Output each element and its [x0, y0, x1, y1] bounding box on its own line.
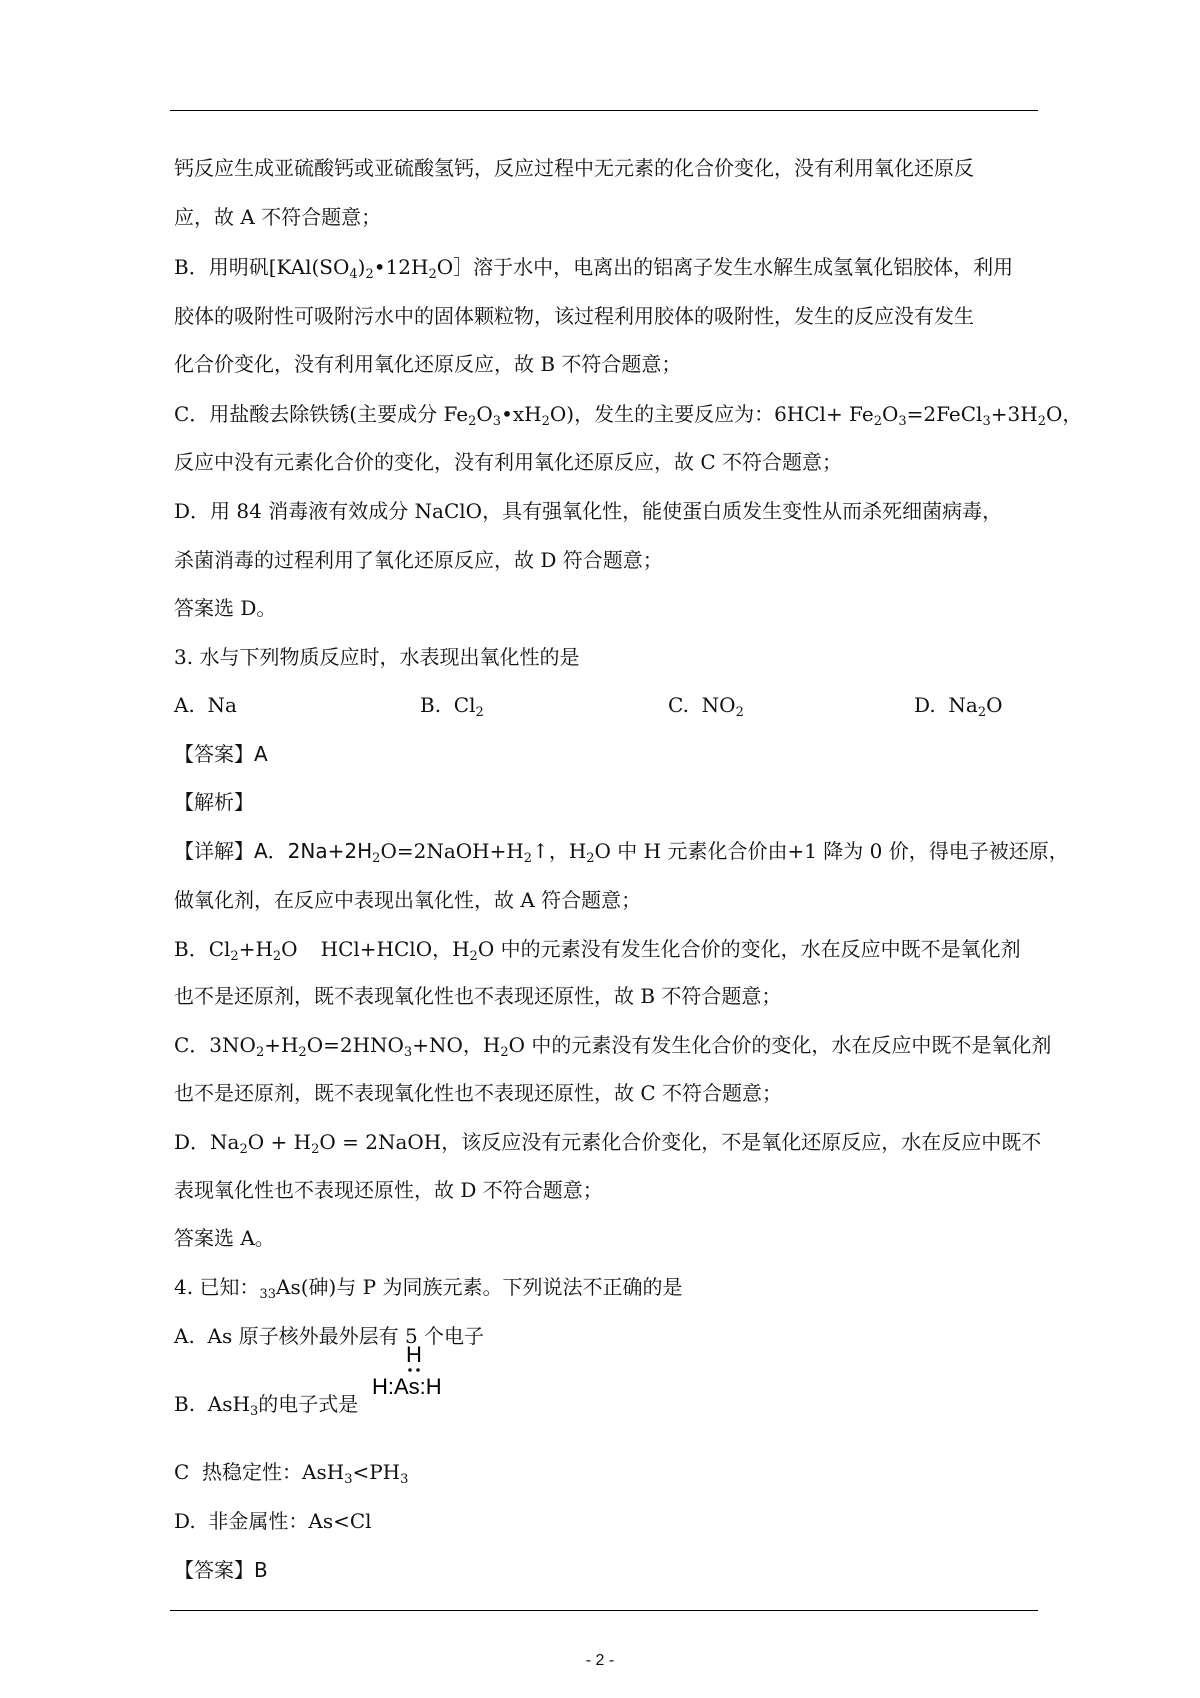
lewis-formula: H:As:H: [372, 1374, 442, 1399]
seg: O: [476, 402, 493, 426]
option-text: NO: [701, 693, 736, 717]
seg: O)，发生的主要反应为：6HCl+ Fe: [549, 402, 874, 426]
footer-rule: [170, 1610, 1038, 1611]
sub: 2: [541, 414, 550, 429]
sub: 2: [272, 949, 282, 964]
text-line: 表现氧化性也不表现还原性，故 D 不符合题意；: [174, 1178, 603, 1202]
seg: O=2HNO: [306, 1033, 404, 1057]
seg: O 中的元素没有发生化合价的变化，水在反应中既不是氧化剂: [508, 1033, 1052, 1057]
sub: 2: [873, 414, 882, 429]
text-line: [174, 1031, 1051, 1059]
q3-option-b: [420, 691, 484, 719]
sub: 2: [586, 851, 595, 866]
sub: 2: [475, 705, 484, 720]
sub: 2: [372, 851, 381, 866]
seg: 4. 已知：: [174, 1275, 260, 1299]
sub: 3: [982, 414, 991, 429]
text-line: 也不是还原剂，既不表现氧化性也不表现还原性，故 B 不符合题意；: [174, 984, 782, 1008]
question-3: 3. 水与下列物质反应时，水表现出氧化性的是: [174, 645, 580, 669]
header-rule: [170, 110, 1038, 111]
seg: •xH: [501, 402, 542, 426]
q4-option-c: [174, 1458, 408, 1486]
seg: O + H: [247, 1130, 312, 1154]
text-line: 化合价变化，没有利用氧化还原反应，故 B 不符合题意；: [174, 352, 682, 376]
option-label: A.: [174, 1324, 195, 1348]
option-label: A.: [174, 693, 195, 717]
seg: +NO，H: [412, 1033, 501, 1057]
seg: O，: [1045, 402, 1083, 426]
option-label: D.: [174, 1509, 196, 1533]
seg: O］溶于水中，电离出的铝离子发生水解生成氢氧化铝胶体，利用: [436, 255, 1014, 279]
sub: 2: [255, 1045, 265, 1060]
seg: O = 2NaOH，该反应没有元素化合价变化，不是氧化还原反应，水在反应中既不: [319, 1130, 1042, 1154]
sub: 2: [469, 949, 478, 964]
sub: 3: [249, 1404, 259, 1419]
text-line: [174, 253, 1013, 281]
seg: As(砷)与 P 为同族元素。下列说法不正确的是: [276, 1275, 683, 1299]
option-text: Na: [207, 693, 237, 717]
seg: D．Na: [174, 1130, 240, 1154]
seg: O 中 H 元素化合价由+1 降为 0 价，得电子被还原，: [594, 839, 1069, 863]
sub: 2: [365, 267, 374, 282]
answer-label: 【答案】A: [174, 742, 268, 766]
option-text: 非金属性：As<Cl: [208, 1509, 372, 1533]
q3-option-a: [174, 691, 237, 719]
seg: C．用盐酸去除铁锈(主要成分 Fe: [174, 402, 469, 426]
sub: 2: [523, 851, 533, 866]
text-line: 杀菌消毒的过程利用了氧化还原反应，故 D 符合题意；: [174, 548, 663, 572]
sub: 3: [898, 414, 907, 429]
sub: 2: [239, 1142, 248, 1157]
seg: B．Cl: [174, 937, 231, 961]
option-text: AsH: [207, 1392, 250, 1416]
seg: O=2NaOH+H: [380, 839, 524, 863]
analysis-label: 【解析】: [174, 790, 254, 814]
seg: •12H: [373, 255, 429, 279]
q3-option-d: [914, 691, 1003, 719]
option-label: D.: [914, 693, 936, 717]
text-line: D．用 84 消毒液有效成分 NaClO，具有强氧化性，能使蛋白质发生变性从而杀死细菌病毒，: [174, 499, 1003, 523]
sub: 2: [230, 949, 239, 964]
text-line: [174, 400, 1082, 428]
q4-option-b: [174, 1390, 358, 1418]
sub: 2: [311, 1142, 320, 1157]
text-line: [174, 837, 1069, 865]
q4-option-d: [174, 1507, 372, 1535]
seg: +H: [238, 937, 273, 961]
seg: B．用明矾[KAl(SO: [174, 255, 350, 279]
sub: 2: [468, 414, 477, 429]
sub: 4: [349, 267, 358, 282]
text-line: 胶体的吸附性可吸附污水中的固体颗粒物，该过程利用胶体的吸附性，发生的反应没有发生: [174, 304, 974, 328]
seg: HCl+HClO，H: [320, 937, 470, 961]
text-line: 答案选 D。: [174, 596, 277, 620]
sub: 2: [428, 267, 437, 282]
seg: O 中的元素没有发生化合价的变化，水在反应中既不是氧化剂: [477, 937, 1021, 961]
text-line: [174, 934, 1021, 963]
option-text: As 原子核外最外层有 5 个电子: [207, 1324, 485, 1348]
option-text: <PH: [352, 1460, 401, 1484]
text-line: 也不是还原剂，既不表现氧化性也不表现还原性，故 C 不符合题意；: [174, 1081, 783, 1105]
sub: 2: [977, 705, 987, 720]
text-line: 反应中没有元素化合价的变化，没有利用氧化还原反应，故 C 不符合题意；: [174, 450, 843, 474]
seg: 【详解】A．2Na+2H: [174, 839, 373, 863]
option-text: 热稳定性：AsH: [202, 1460, 345, 1484]
seg: ↑，H: [532, 839, 587, 863]
seg: O: [281, 937, 298, 961]
sub: 3: [344, 1472, 353, 1487]
option-label: C: [174, 1460, 190, 1484]
sub: 3: [492, 414, 502, 429]
text-line: 答案选 A。: [174, 1226, 275, 1250]
q3-option-c: [668, 691, 744, 719]
option-text: 的电子式是: [258, 1392, 359, 1416]
sub: 2: [500, 1045, 509, 1060]
option-label: C.: [668, 693, 689, 717]
seg: C．3NO: [174, 1033, 256, 1057]
seg: +3H: [990, 402, 1038, 426]
sub: 2: [298, 1045, 307, 1060]
seg: =2FeCl: [906, 402, 983, 426]
sub: 2: [1037, 414, 1046, 429]
text-line: 做氧化剂，在反应中表现出氧化性，故 A 符合题意；: [174, 888, 642, 912]
option-label: B.: [174, 1392, 196, 1416]
page-number: - 2 -: [585, 1652, 615, 1669]
option-text: Na: [948, 693, 978, 717]
text-line: 钙反应生成亚硫酸钙或亚硫酸氢钙，反应过程中无元素的化合价变化，没有利用氧化还原反: [174, 156, 974, 180]
option-text: O: [986, 693, 1003, 717]
lewis-top-h: H: [406, 1342, 422, 1367]
question-4: [174, 1273, 682, 1301]
option-text: Cl: [453, 693, 476, 717]
option-label: B.: [420, 693, 442, 717]
text-line: 应，故 A 不符合题意；: [174, 205, 382, 229]
sub: 3: [400, 1472, 409, 1487]
sub: 2: [735, 705, 744, 720]
answer-label: 【答案】B: [174, 1558, 268, 1582]
text-line: [174, 1128, 1041, 1156]
seg: ): [357, 255, 366, 279]
lewis-structure-image: [372, 1342, 462, 1400]
seg: +H: [264, 1033, 299, 1057]
sub: 33: [259, 1287, 276, 1302]
seg: O: [881, 402, 899, 426]
sub: 3: [403, 1045, 413, 1060]
